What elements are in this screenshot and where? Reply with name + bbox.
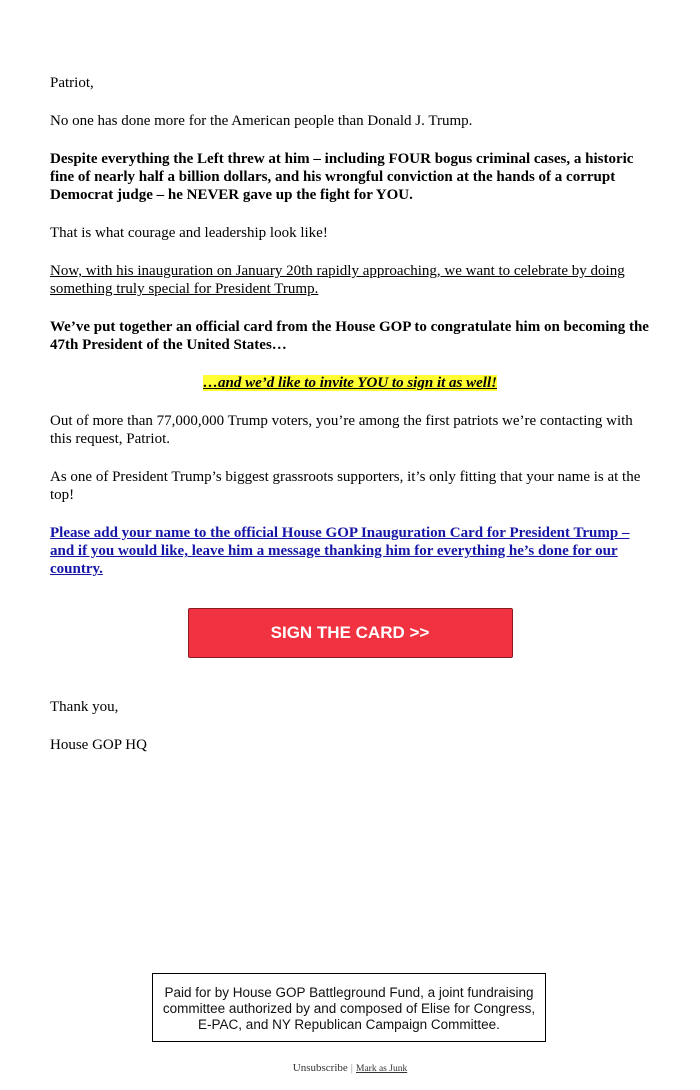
- paragraph-despite: Despite everything the Left threw at him – including FOUR bogus criminal cases, a historic fine of nearly half a billion dollars, and his wrongful conviction at the hands of a corrupt Democrat judge – he NEVER gave up the fight for YOU.: [50, 151, 634, 203]
- add-name-link-wrap: [50, 524, 650, 578]
- greeting: Patriot,: [50, 75, 94, 91]
- footer-links: [0, 1062, 700, 1074]
- paragraph-official-card: We’ve put together an official card from the House GOP to congratulate him on becoming the 47th President of the United States…: [50, 319, 649, 353]
- sign-card-button[interactable]: SIGN THE CARD >>: [188, 608, 513, 658]
- signature: House GOP HQ: [50, 737, 147, 753]
- unsubscribe-link[interactable]: Unsubscribe: [292, 1062, 348, 1074]
- paragraph-courage: That is what courage and leadership look like!: [50, 225, 328, 241]
- signoff: Thank you,: [50, 699, 119, 715]
- paragraph-intro: No one has done more for the American people than Donald J. Trump.: [50, 113, 473, 129]
- mark-as-junk-link[interactable]: Mark as Junk: [356, 1064, 408, 1074]
- highlighted-invite: …and we’d like to invite YOU to sign it as well!: [203, 375, 497, 391]
- footer-separator: |: [350, 1062, 353, 1074]
- paragraph-supporters: As one of President Trump’s biggest grassroots supporters, it’s only fitting that your name is at the top!: [50, 469, 641, 503]
- email-body: [50, 74, 650, 774]
- paragraph-voters: Out of more than 77,000,000 Trump voters, you’re among the first patriots we’re contacting with this request, Patriot.: [50, 413, 633, 447]
- cta-wrap: [50, 608, 650, 658]
- highlight-line-wrap: [50, 374, 650, 392]
- paragraph-inauguration: Now, with his inauguration on January 20th rapidly approaching, we want to celebrate by doing something truly special for President Trump.: [50, 263, 625, 297]
- add-name-link[interactable]: Please add your name to the official House GOP Inauguration Card for President Trump – and if you would like, leave him a message thanking him for everything he’s done for our country.: [50, 525, 630, 577]
- paid-for-disclaimer: Paid for by House GOP Battleground Fund, a joint fundraising committee authorized by and composed of Elise for Congress, E-PAC, and NY Republican Campaign Committee.: [152, 973, 546, 1042]
